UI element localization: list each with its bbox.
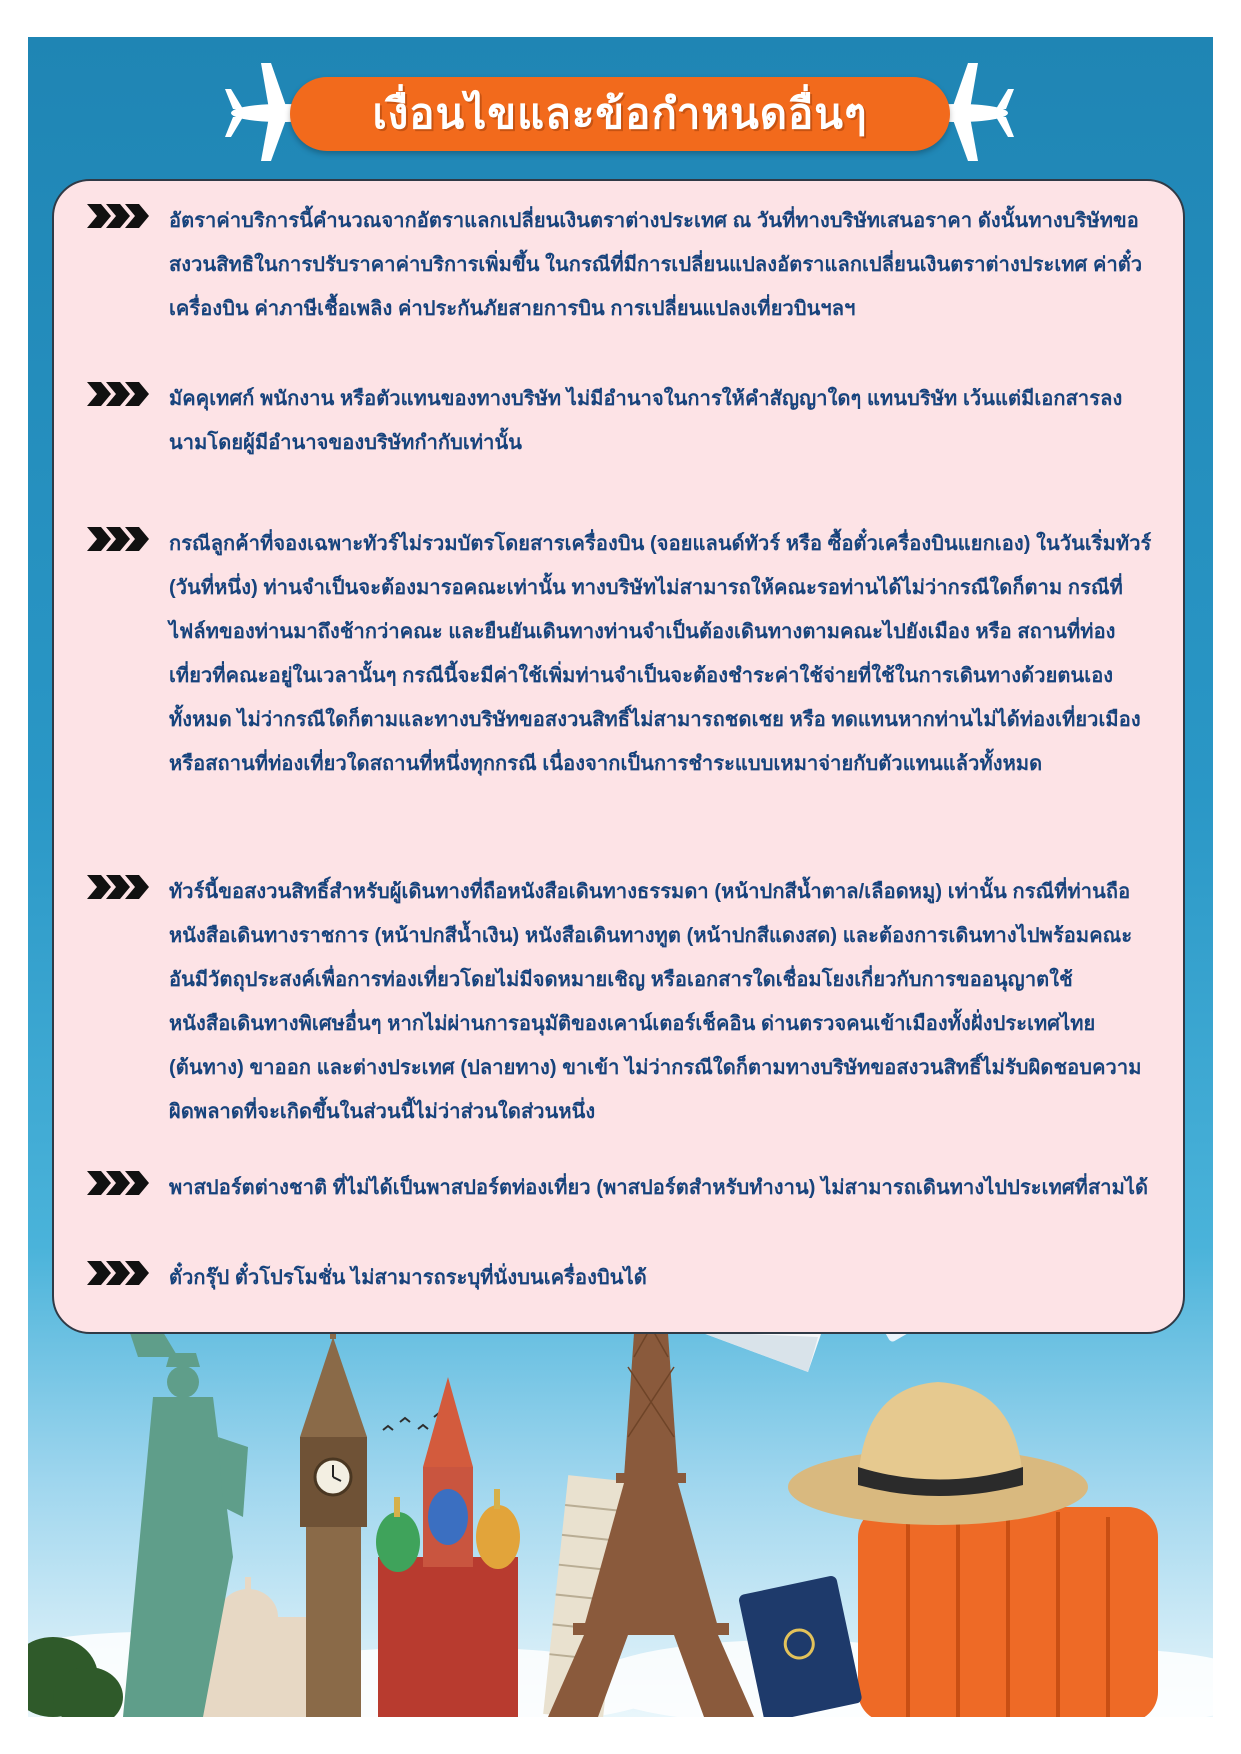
- term-text: มัคคุเทศก์ พนักงาน หรือตัวแทนของทางบริษัท ไม่มีอำนาจในการให้คำสัญญาใดๆ แทนบริษัท เว้นแต่มีเอกสารลงนามโดยผู้มีอำนาจของบริษัทกำกับเท่านั้น: [169, 388, 1123, 454]
- suitcase: [858, 1507, 1158, 1717]
- term-item: [87, 1256, 1157, 1300]
- term-text: ทัวร์นี้ขอสงวนสิทธิ์สำหรับผู้เดินทางที่ถือหนังสือเดินทางธรรมดา (หน้าปกสีน้ำตาล/เลือดหมู) เท่านั้น กรณีที่ท่านถือหนังสือเดินทางราชการ (หน้าปกสีน้ำเงิน) หนังสือเดินทางทูต (หน้าปกสีแดงสด) และต้องการเดินทางไปพร้อมคณะ อันมีวัตถุประสงค์เพื่อการท่องเที่ยวโดยไม่มีจดหมายเชิญ หรือเอกสารใดเชื่อมโยงเกี่ยวกับการขออนุญาตใช้หนังสือเดินทางพิเศษอื่นๆ หากไม่ผ่านการอนุมัติของเคาน์เตอร์เช็คอิน ด่านตรวจคนเข้าเมืองทั้งฝั่งประเทศไทย (ต้นทาง) ขาออก และต่างประเทศ (ปลายทาง) ขาเข้า ไม่ว่ากรณีใดก็ตามทางบริษัทขอสงวนสิทธิ์ไม่รับผิดชอบความผิดพลาดที่จะเกิดขึ้นในส่วนนี้ไม่ว่าส่วนใดส่วนหนึ่ง: [169, 881, 1142, 1123]
- terms-box: [52, 179, 1185, 1334]
- triple-chevron-icon: [87, 377, 169, 465]
- triple-chevron-icon: [87, 522, 169, 786]
- poster: [28, 37, 1213, 1717]
- term-item: [87, 522, 1157, 786]
- term-text: พาสปอร์ตต่างชาติ ที่ไม่ได้เป็นพาสปอร์ตท่องเที่ยว (พาสปอร์ตสำหรับทำงาน) ไม่สามารถเดินทางไปประเทศที่สามได้: [169, 1177, 1149, 1199]
- st-basils-cathedral: [376, 1377, 520, 1717]
- page-title: เงื่อนไขและข้อกำหนดอื่นๆ: [372, 89, 868, 138]
- triple-chevron-icon: [87, 870, 169, 1134]
- term-item: [87, 1166, 1157, 1210]
- triple-chevron-icon: [87, 199, 169, 331]
- term-text: ตั๋วกรุ๊ป ตั๋วโปรโมชั่น ไม่สามารถระบุที่นั่งบนเครื่องบินได้: [169, 1267, 647, 1289]
- big-ben: [300, 1307, 367, 1717]
- triple-chevron-icon: [87, 1166, 169, 1210]
- term-text: กรณีลูกค้าที่จองเฉพาะทัวร์ไม่รวมบัตรโดยสารเครื่องบิน (จอยแลนด์ทัวร์ หรือ ซื้อตั๋วเครื่องบินแยกเอง) ในวันเริ่มทัวร์ (วันที่หนึ่ง) ท่านจำเป็นจะต้องมารอคณะเท่านั้น ทางบริษัทไม่สามารถให้คณะรอท่านได้ไม่ว่ากรณีใดก็ตาม กรณีที่ไฟล์ทของท่านมาถึงช้ากว่าคณะ และยืนยันเดินทางท่านจำเป็นต้องเดินทางตามคณะไปยังเมือง หรือ สถานที่ท่องเที่ยวที่คณะอยู่ในเวลานั้นๆ กรณีนี้จะมีค่าใช้เพิ่มท่านจำเป็นจะต้องชำระค่าใช้จ่ายที่ใช้ในการเดินทางด้วยตนเองทั้งหมด ไม่ว่ากรณีใดก็ตามและทางบริษัทขอสงวนสิทธิ์ไม่สามารถชดเชย หรือ ทดแทนหากท่านไม่ได้ท่องเที่ยวเมือง หรือสถานที่ท่องเที่ยวใดสถานที่หนึ่งทุกกรณี เนื่องจากเป็นการชำระแบบเหมาจ่ายกับตัวแทนแล้วทั้งหมด: [169, 533, 1152, 775]
- term-text: อัตราค่าบริการนี้คำนวณจากอัตราแลกเปลี่ยนเงินตราต่างประเทศ ณ วันที่ทางบริษัทเสนอราคา ดังนั้นทางบริษัทขอสงวนสิทธิในการปรับราคาค่าบริการเพิ่มขึ้น ในกรณีที่มีการเปลี่ยนแปลงอัตราแลกเปลี่ยนเงินตราต่างประเทศ ค่าตั๋วเครื่องบิน ค่าภาษีเชื้อเพลิง ค่าประกันภัยสายการบิน การเปลี่ยนแปลงเที่ยวบินฯลฯ: [169, 210, 1143, 320]
- triple-chevron-icon: [87, 1256, 169, 1300]
- term-item: [87, 870, 1157, 1134]
- term-item: [87, 377, 1157, 465]
- straw-hat: [788, 1382, 1088, 1525]
- term-item: [87, 199, 1157, 331]
